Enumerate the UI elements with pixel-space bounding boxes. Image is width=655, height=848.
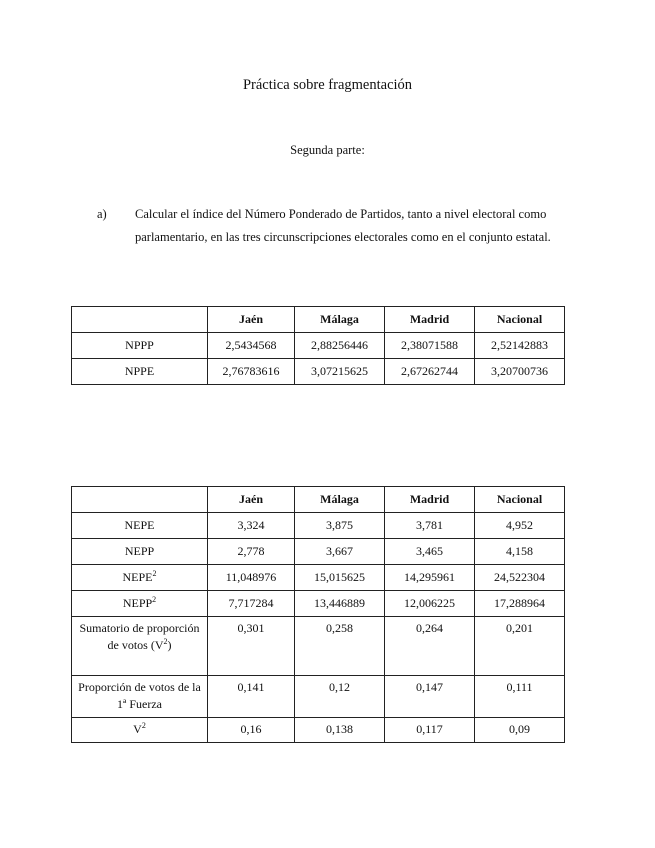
table-cell: 4,952 bbox=[475, 513, 565, 539]
table-header-cell bbox=[72, 307, 208, 333]
table-cell: 3,667 bbox=[295, 539, 385, 565]
table-header-row bbox=[72, 487, 565, 513]
table-row bbox=[72, 617, 565, 676]
table-header-cell: Málaga bbox=[295, 307, 385, 333]
row-label: NPPP bbox=[72, 333, 208, 359]
table-row bbox=[72, 591, 565, 617]
row-label: NEPP bbox=[72, 539, 208, 565]
table-row bbox=[72, 565, 565, 591]
table-header-cell bbox=[72, 487, 208, 513]
table-cell: 0,111 bbox=[475, 676, 565, 718]
table-cell: 2,38071588 bbox=[385, 333, 475, 359]
superscript: 2 bbox=[163, 637, 168, 646]
table-row bbox=[72, 539, 565, 565]
table-cell: 0,141 bbox=[208, 676, 295, 718]
table-header-row bbox=[72, 307, 565, 333]
table-header-cell: Málaga bbox=[295, 487, 385, 513]
npp-table bbox=[71, 306, 565, 385]
superscript: 2 bbox=[152, 569, 157, 578]
table-cell: 3,465 bbox=[385, 539, 475, 565]
table-cell: 2,88256446 bbox=[295, 333, 385, 359]
table-cell: 3,324 bbox=[208, 513, 295, 539]
table-cell: 13,446889 bbox=[295, 591, 385, 617]
table-header-cell: Nacional bbox=[475, 487, 565, 513]
table-row bbox=[72, 333, 565, 359]
table-header-cell: Madrid bbox=[385, 307, 475, 333]
table-row bbox=[72, 513, 565, 539]
table-header-cell: Jaén bbox=[208, 307, 295, 333]
table-cell: 2,67262744 bbox=[385, 359, 475, 385]
table-cell: 24,522304 bbox=[475, 565, 565, 591]
table-header-cell: Madrid bbox=[385, 487, 475, 513]
row-label: $V^2$ bbox=[72, 718, 208, 743]
table-cell: 3,875 bbox=[295, 513, 385, 539]
row-label: Proporción de votos de la 1ª Fuerza bbox=[72, 676, 208, 718]
table-row bbox=[72, 359, 565, 385]
table-cell: 11,048976 bbox=[208, 565, 295, 591]
row-label: NEPP$^2$ bbox=[72, 591, 208, 617]
row-label: NEPE bbox=[72, 513, 208, 539]
page-title: Práctica sobre fragmentación bbox=[242, 77, 413, 93]
table-cell: 0,201 bbox=[475, 617, 565, 676]
table-cell: 17,288964 bbox=[475, 591, 565, 617]
table-cell: 12,006225 bbox=[385, 591, 475, 617]
table-row bbox=[72, 718, 565, 743]
table-cell: 0,12 bbox=[295, 676, 385, 718]
table-cell: 0,301 bbox=[208, 617, 295, 676]
table-cell: 3,20700736 bbox=[475, 359, 565, 385]
table-cell: 0,258 bbox=[295, 617, 385, 676]
row-label: NEPE$^2$ bbox=[72, 565, 208, 591]
row-label: Sumatorio de proporción de votos $(V^2)$ bbox=[72, 617, 208, 676]
superscript: 2 bbox=[141, 721, 146, 730]
table-cell: 2,52142883 bbox=[475, 333, 565, 359]
table-cell: 4,158 bbox=[475, 539, 565, 565]
table-cell: 14,295961 bbox=[385, 565, 475, 591]
table-cell: 7,717284 bbox=[208, 591, 295, 617]
superscript: 2 bbox=[152, 595, 157, 604]
table-cell: 0,09 bbox=[475, 718, 565, 743]
nep-table bbox=[71, 486, 565, 743]
table-row bbox=[72, 676, 565, 718]
table-cell: 0,117 bbox=[385, 718, 475, 743]
table-cell: 0,16 bbox=[208, 718, 295, 743]
table-cell: 2,76783616 bbox=[208, 359, 295, 385]
table-cell: 0,138 bbox=[295, 718, 385, 743]
list-marker: a) bbox=[97, 207, 107, 221]
table-cell: 15,015625 bbox=[295, 565, 385, 591]
table-cell: 2,778 bbox=[208, 539, 295, 565]
table-cell: 0,264 bbox=[385, 617, 475, 676]
table-header-cell: Jaén bbox=[208, 487, 295, 513]
table-cell: 2,5434568 bbox=[208, 333, 295, 359]
row-label: NPPE bbox=[72, 359, 208, 385]
page-subtitle: Segunda parte: bbox=[290, 143, 365, 157]
table-cell: 3,781 bbox=[385, 513, 475, 539]
list-item-text: Calcular el índice del Número Ponderado de Partidos, tanto a nivel electoral como parlamentario, en las tres circunscripciones electorales como en el conjunto estatal. bbox=[135, 207, 551, 244]
table-cell: 3,07215625 bbox=[295, 359, 385, 385]
table-cell: 0,147 bbox=[385, 676, 475, 718]
table-header-cell: Nacional bbox=[475, 307, 565, 333]
